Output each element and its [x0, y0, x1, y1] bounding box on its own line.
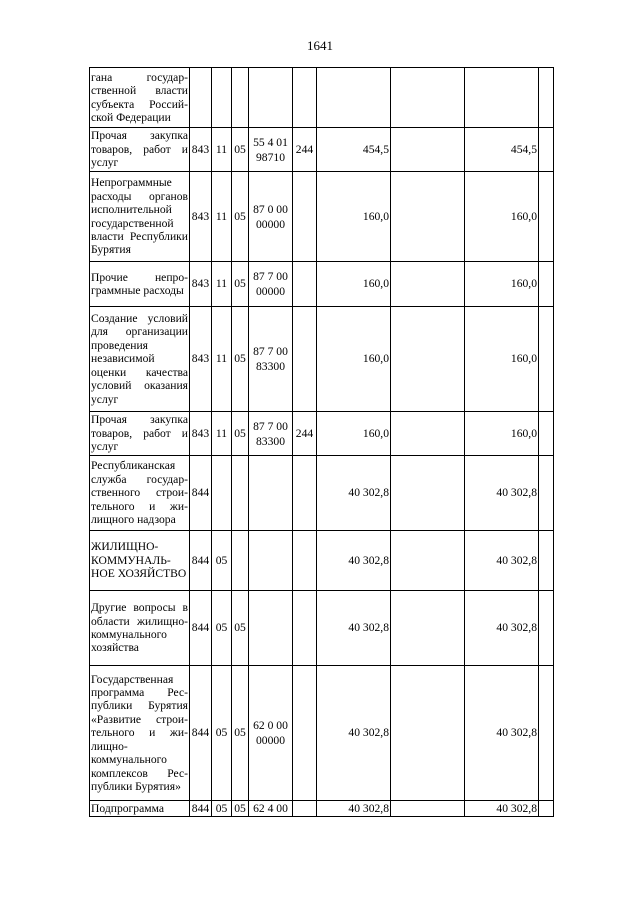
row-target-article: 55 4 01 98710 — [249, 128, 293, 172]
row-amount-republic — [465, 68, 539, 128]
row-section — [212, 68, 232, 128]
row-amount-extra — [539, 591, 554, 666]
row-ministry-code — [190, 68, 212, 128]
row-amount-total: 40 302,8 — [317, 591, 391, 666]
row-subsection — [232, 531, 249, 591]
row-amount-total: 40 302,8 — [317, 531, 391, 591]
row-amount-republic: 160,0 — [465, 412, 539, 456]
row-amount-extra — [539, 128, 554, 172]
row-amount-federal — [391, 262, 465, 307]
row-amount-republic: 40 302,8 — [465, 591, 539, 666]
row-name: Республиканская служба государственного строительного и жилищного надзора — [90, 456, 190, 531]
row-ministry-code: 844 — [190, 801, 212, 817]
row-section — [212, 456, 232, 531]
row-ministry-code: 843 — [190, 128, 212, 172]
row-target-article: 87 7 00 83300 — [249, 412, 293, 456]
row-amount-federal — [391, 172, 465, 262]
row-expense-type: 244 — [293, 412, 317, 456]
table-row — [90, 412, 554, 456]
budget-table — [89, 67, 554, 817]
row-amount-extra — [539, 801, 554, 817]
row-subsection: 05 — [232, 172, 249, 262]
row-section: 11 — [212, 262, 232, 307]
row-target-article — [249, 68, 293, 128]
row-amount-total: 40 302,8 — [317, 456, 391, 531]
row-section: 05 — [212, 801, 232, 817]
table-row — [90, 801, 554, 817]
row-subsection: 05 — [232, 128, 249, 172]
row-section: 05 — [212, 531, 232, 591]
row-ministry-code: 844 — [190, 531, 212, 591]
row-name: Создание условий для организации проведения независимой оценки качества условий оказания услуг — [90, 307, 190, 412]
row-target-article: 87 7 00 00000 — [249, 262, 293, 307]
row-subsection — [232, 456, 249, 531]
row-amount-total: 40 302,8 — [317, 666, 391, 801]
row-ministry-code: 844 — [190, 666, 212, 801]
row-ministry-code: 843 — [190, 172, 212, 262]
table-row — [90, 68, 554, 128]
row-amount-federal — [391, 128, 465, 172]
row-amount-extra — [539, 666, 554, 801]
row-section: 05 — [212, 666, 232, 801]
table-row — [90, 172, 554, 262]
row-amount-total: 160,0 — [317, 412, 391, 456]
table-row — [90, 307, 554, 412]
row-amount-republic: 454,5 — [465, 128, 539, 172]
row-name: гана государственной власти субъекта Российской Федерации — [90, 68, 190, 128]
page-number: 1641 — [307, 38, 333, 53]
row-expense-type — [293, 262, 317, 307]
row-amount-republic: 40 302,8 — [465, 801, 539, 817]
row-amount-republic: 160,0 — [465, 262, 539, 307]
row-amount-federal — [391, 531, 465, 591]
row-ministry-code: 843 — [190, 262, 212, 307]
row-target-article — [249, 531, 293, 591]
row-amount-federal — [391, 456, 465, 531]
row-amount-extra — [539, 262, 554, 307]
row-section: 11 — [212, 128, 232, 172]
row-amount-federal — [391, 307, 465, 412]
row-subsection: 05 — [232, 801, 249, 817]
row-amount-federal — [391, 591, 465, 666]
row-ministry-code: 843 — [190, 412, 212, 456]
row-subsection: 05 — [232, 412, 249, 456]
row-section: 11 — [212, 307, 232, 412]
row-name: Непрограммные расходы органов исполнительной государственной власти Республики Бурятия — [90, 172, 190, 262]
table-row — [90, 262, 554, 307]
row-expense-type — [293, 666, 317, 801]
row-amount-federal — [391, 666, 465, 801]
row-amount-federal — [391, 412, 465, 456]
table-row — [90, 128, 554, 172]
row-subsection: 05 — [232, 307, 249, 412]
table-body — [90, 68, 554, 817]
row-name: Прочие непрограммные расходы — [90, 262, 190, 307]
row-target-article: 62 4 00 — [249, 801, 293, 817]
row-expense-type: 244 — [293, 128, 317, 172]
row-amount-total: 40 302,8 — [317, 801, 391, 817]
row-section: 11 — [212, 172, 232, 262]
row-subsection: 05 — [232, 591, 249, 666]
row-subsection: 05 — [232, 262, 249, 307]
row-expense-type — [293, 456, 317, 531]
row-amount-republic: 160,0 — [465, 172, 539, 262]
row-name: Прочая закупка товаров, работ и услуг — [90, 412, 190, 456]
row-amount-republic: 40 302,8 — [465, 531, 539, 591]
table-row — [90, 666, 554, 801]
row-amount-extra — [539, 172, 554, 262]
row-expense-type — [293, 801, 317, 817]
row-expense-type — [293, 68, 317, 128]
row-name: ЖИЛИЩНО-КОММУНАЛЬНОЕ ХОЗЯЙСТВО — [90, 531, 190, 591]
row-ministry-code: 843 — [190, 307, 212, 412]
row-subsection: 05 — [232, 666, 249, 801]
table-row — [90, 591, 554, 666]
row-amount-total: 160,0 — [317, 307, 391, 412]
row-amount-extra — [539, 68, 554, 128]
row-amount-total — [317, 68, 391, 128]
row-ministry-code: 844 — [190, 456, 212, 531]
table-row — [90, 456, 554, 531]
row-amount-total: 160,0 — [317, 262, 391, 307]
row-expense-type — [293, 591, 317, 666]
row-target-article: 87 7 00 83300 — [249, 307, 293, 412]
row-amount-republic: 40 302,8 — [465, 666, 539, 801]
row-name: Прочая закупка товаров, работ и услуг — [90, 128, 190, 172]
row-target-article — [249, 591, 293, 666]
row-ministry-code: 844 — [190, 591, 212, 666]
row-target-article: 87 0 00 00000 — [249, 172, 293, 262]
row-name: Государственная программа Республики Бурятия «Развитие строительного и жилищно-коммунального комплексов Республики Бурятия» — [90, 666, 190, 801]
row-amount-total: 160,0 — [317, 172, 391, 262]
row-amount-federal — [391, 68, 465, 128]
row-expense-type — [293, 307, 317, 412]
row-amount-extra — [539, 456, 554, 531]
row-subsection — [232, 68, 249, 128]
row-amount-extra — [539, 531, 554, 591]
row-expense-type — [293, 531, 317, 591]
row-amount-extra — [539, 412, 554, 456]
row-expense-type — [293, 172, 317, 262]
row-amount-federal — [391, 801, 465, 817]
row-target-article: 62 0 00 00000 — [249, 666, 293, 801]
row-amount-republic: 160,0 — [465, 307, 539, 412]
row-section: 05 — [212, 591, 232, 666]
row-name: Подпрограмма — [90, 801, 190, 817]
row-target-article — [249, 456, 293, 531]
row-amount-extra — [539, 307, 554, 412]
table-row — [90, 531, 554, 591]
row-section: 11 — [212, 412, 232, 456]
row-amount-total: 454,5 — [317, 128, 391, 172]
row-name: Другие вопросы в области жилищно-коммунального хозяйства — [90, 591, 190, 666]
row-amount-republic: 40 302,8 — [465, 456, 539, 531]
